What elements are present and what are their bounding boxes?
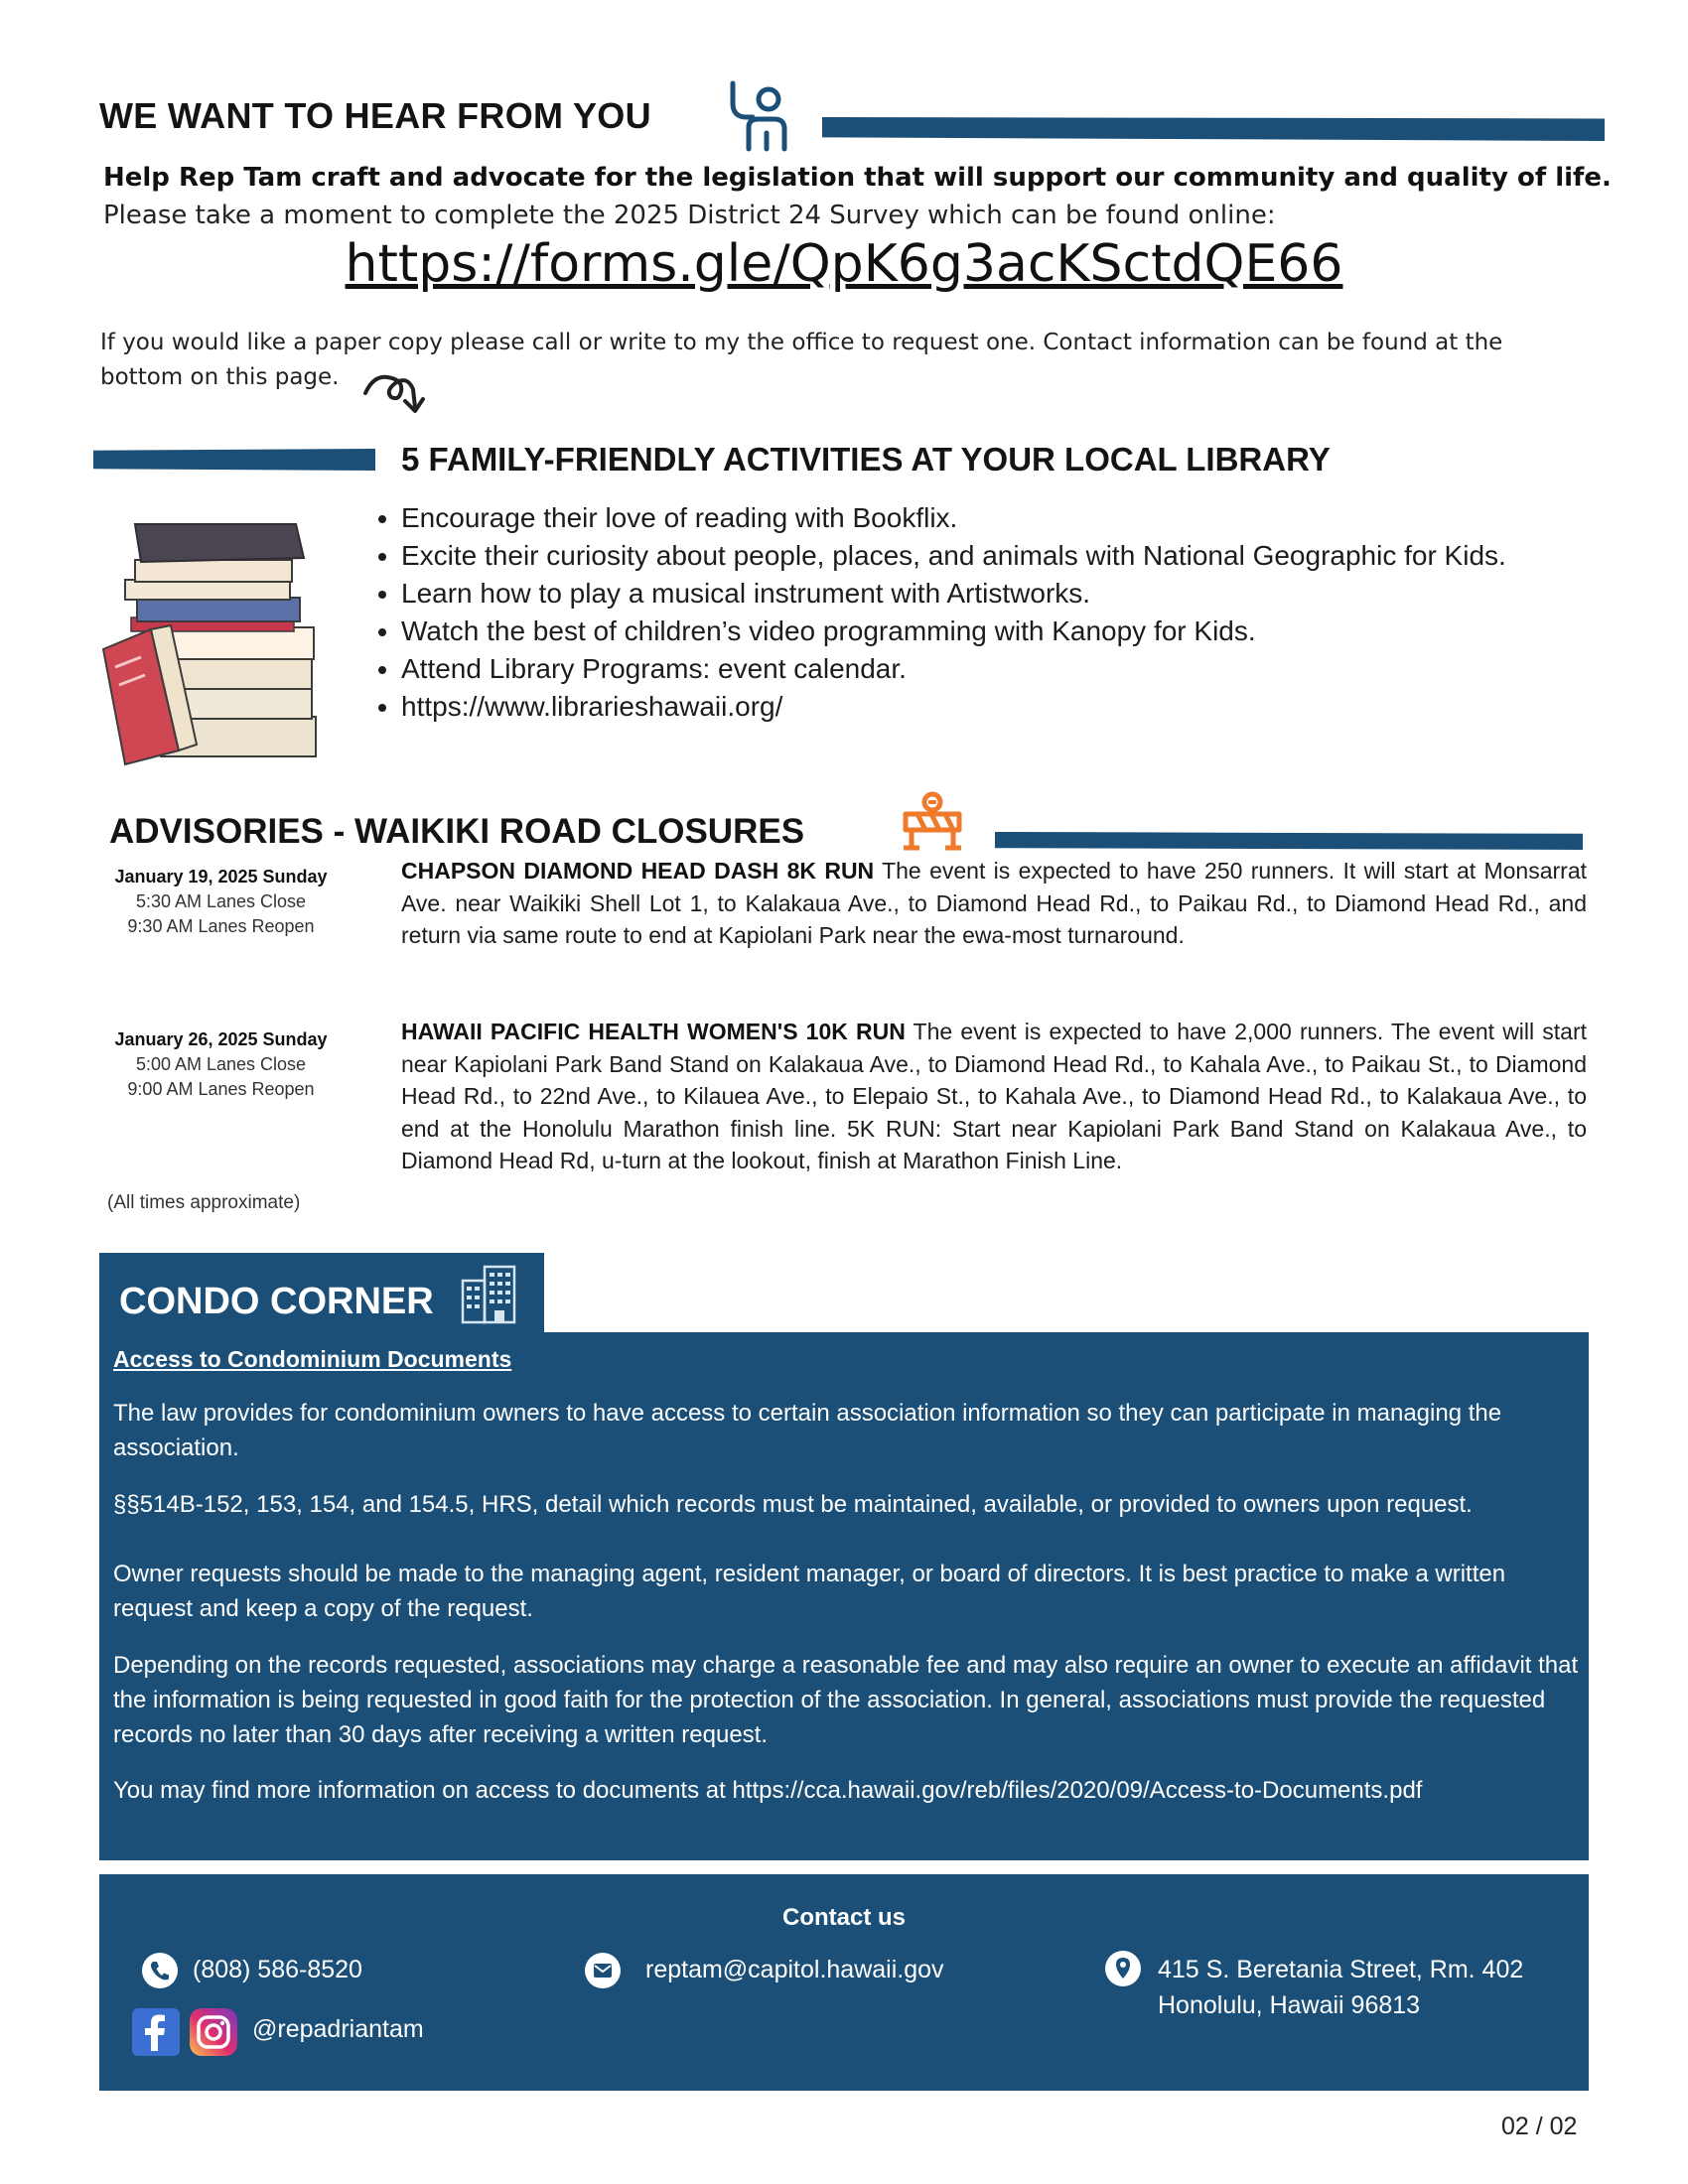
list-item: • Encourage their love of reading with Bookflix. (401, 499, 1622, 537)
condo-paragraph: Depending on the records requested, associations may charge a reasonable fee and may also require an owner to execute an affidavit that the information is being requested in good faith for the protection of the association. In general, associations must provide the requested records no later than 30 days after receiving a written request. (113, 1652, 1579, 1748)
event-description (401, 855, 1587, 952)
instagram-icon[interactable] (189, 2007, 238, 2057)
event-date-block (79, 1027, 362, 1102)
event-date-block (79, 865, 362, 939)
heading-rule (822, 117, 1605, 141)
email-address[interactable]: reptam@capitol.hawaii.gov (645, 1956, 944, 1983)
library-rule (93, 449, 375, 471)
paper-copy-note: If you would like a paper copy please call or write to my the office to request one. Contact information can be found at the bottom on this page. (100, 330, 1503, 390)
condo-paragraph: The law provides for condominium owners to have access to certain association information so they can participate in managing the association. (113, 1400, 1502, 1461)
survey-intro-text: Please take a moment to complete the 2025 District 24 Survey which can be found online: (103, 201, 1276, 230)
condo-subtitle[interactable]: Access to Condominium Documents (113, 1346, 512, 1372)
list-item: • Excite their curiosity about people, places, and animals with National Geographic for Kids. (401, 537, 1622, 575)
address-line-2: Honolulu, Hawaii 96813 (1158, 1991, 1421, 2019)
contact-heading: Contact us (781, 1904, 906, 1931)
times-approximate-note: (All times approximate) (107, 1192, 301, 1213)
event-date: January 19, 2025 Sunday (114, 867, 328, 887)
lanes-close-time: 5:30 AM Lanes Close (135, 891, 307, 911)
curved-arrow-icon (359, 369, 429, 419)
page-number: 02 / 02 (1501, 2113, 1578, 2140)
list-item[interactable]: • https://www.librarieshawaii.org/ (401, 688, 1622, 726)
lanes-reopen-time: 9:30 AM Lanes Reopen (127, 916, 315, 936)
event-text: The event is expected to have 250 runners. It will start at Monsarrat Ave. near Waikiki Shell Lot 1, to Kalakaua Ave., to Diamond Head Rd., to Paikau Rd., to Diamond Head Rd., and return via same route to end at Kapiolani Park near the ewa-most turnaround. (401, 858, 1587, 948)
list-item: • Attend Library Programs: event calendar. (401, 650, 1622, 688)
location-pin-icon (1104, 1950, 1142, 1987)
library-heading: 5 FAMILY-FRIENDLY ACTIVITIES AT YOUR LOCAL LIBRARY (401, 441, 1331, 478)
social-handle[interactable]: @repadriantam (252, 2015, 424, 2043)
condo-title: CONDO CORNER (119, 1281, 434, 1322)
library-activities-list (367, 499, 1622, 726)
raised-hand-icon (723, 77, 792, 153)
address-line-1: 415 S. Beretania Street, Rm. 402 (1158, 1956, 1524, 1983)
condo-paragraph: You may find more information on access to documents at https://cca.hawaii.gov/reb/files/2020/09/Access-to-Documents.pdf (113, 1777, 1423, 1804)
phone-number[interactable]: (808) 586-8520 (193, 1956, 362, 1983)
advisories-heading: ADVISORIES - WAIKIKI ROAD CLOSURES (109, 812, 805, 851)
lanes-close-time: 5:00 AM Lanes Close (135, 1054, 307, 1074)
facebook-icon[interactable] (131, 2007, 181, 2057)
list-item: • Watch the best of children’s video programming with Kanopy for Kids. (401, 613, 1622, 650)
event-title: CHAPSON DIAMOND HEAD DASH 8K RUN (401, 858, 875, 884)
lanes-reopen-time: 9:00 AM Lanes Reopen (127, 1079, 315, 1099)
event-description (401, 1016, 1587, 1177)
survey-intro-bold: Help Rep Tam craft and advocate for the legislation that will support our community and quality of life. (103, 163, 1612, 193)
survey-intro (103, 159, 1613, 234)
email-icon (584, 1952, 622, 1989)
event-title: HAWAII PACIFIC HEALTH WOMEN'S 10K RUN (401, 1019, 906, 1044)
books-stack-icon (101, 518, 340, 766)
event-date: January 26, 2025 Sunday (114, 1029, 328, 1049)
advisories-rule (995, 832, 1583, 850)
list-item: • Learn how to play a musical instrument with Artistworks. (401, 575, 1622, 613)
survey-link[interactable]: https://forms.gle/QpK6g3acKSctdQE66 (345, 234, 1343, 294)
road-barrier-icon (902, 790, 963, 852)
condo-paragraph: §§514B-152, 153, 154, and 154.5, HRS, detail which records must be maintained, available, or provided to owners upon request. (113, 1491, 1473, 1518)
survey-heading: WE WANT TO HEAR FROM YOU (99, 95, 651, 136)
building-icon (459, 1263, 518, 1324)
phone-icon (141, 1952, 179, 1989)
condo-paragraph: Owner requests should be made to the managing agent, resident manager, or board of directors. It is best practice to make a written request and keep a copy of the request. (113, 1561, 1506, 1622)
event-text: The event is expected to have 2,000 runners. The event will start near Kapiolani Park Band Stand on Kalakaua Ave., to Diamond Head Rd., to Kahala Ave., to Paikau St., to Diamond Head Rd., to 22nd Ave., to Kilauea Ave., to Elepaio St., to Kahala Ave., to Diamond Head Rd., to Kalakaua Ave., to end at the Honolulu Marathon finish line. 5K RUN: Start near Kapiolani Park Band Stand on Kalakaua Ave., to Diamond Head Rd, u-turn at the lookout, finish at Marathon Finish Line. (401, 1019, 1587, 1173)
